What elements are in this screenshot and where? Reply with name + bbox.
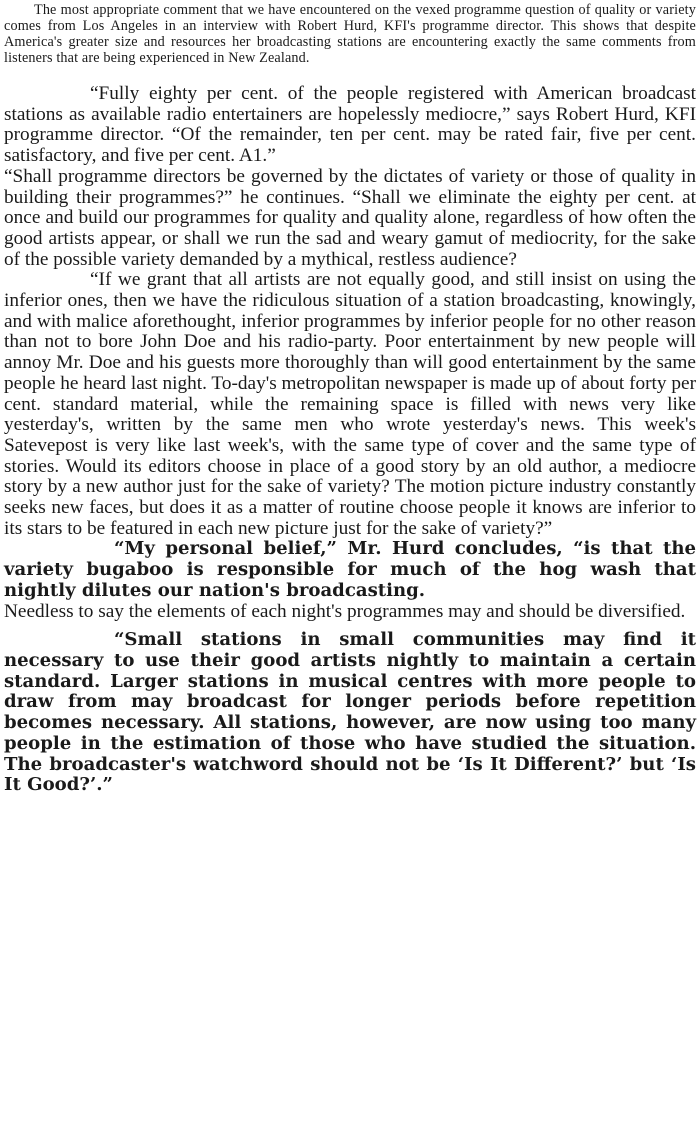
quote-paragraph-2: “Shall programme directors be governed by the dictates of variety or those of quality in building their programmes?” he continues. “Shall we eliminate the eighty per cent. at once and build our programmes for quality and quality alone, regardless of how often the good artists appear, or shall we run the sad and weary gamut of mediocrity, for the sake of the possible variety demanded by a mythical, restless audience? xyxy=(4,165,696,270)
quote-paragraph-3: “If we grant that all artists are not equally good, and still insist on using the inferior ones, then we have the ridiculous situation of a station broadcasting, knowingly, and with malice aforethought, inferior programmes by inferior people for no other reason than not to bore John Doe and his radio-party. Poor entertainment by new people will annoy Mr. Doe and his guests more thoroughly than will good entertainment by the same people he heard last night. To-day's metropolitan newspaper is made up of about forty per cent. standard material, while the remaining space is filled with news very like yesterday's, written by the same men who wrote yesterday's news. This week's Satevepost is very like last week's, with the same type of cover and the same type of stories. Would its editors choose in place of a good story by an old author, a mediocre story by a new author just for the sake of variety? The motion picture industry constantly seeks new faces, but does it as a matter of routine choose people it knows are inferior to its stars to be featured in each new picture just for the sake of variety?” xyxy=(4,269,696,539)
intro-paragraph: The most appropriate comment that we have encountered on the vexed programme question of quality or variety comes from Los Angeles in an interview with Robert Hurd, KFI's programme director. This shows that despite America's greater size and resources her broadcasting stations are encountering exactly the same comments from listeners that are being experienced in New Zealand. xyxy=(4,2,696,66)
plain-note: Needless to say the elements of each night's programmes may and should be diversified. xyxy=(4,600,686,622)
quote-paragraph-1: “Fully eighty per cent. of the people registered with American broadcast stations as available radio entertainers are hopelessly mediocre,” says Robert Hurd, KFI programme director. “Of the remainder, ten per cent. may be rated fair, five per cent. satisfactory, and five per cent. A1.” xyxy=(4,83,696,167)
bold-quote-2: “Small stations in small communities may find it necessary to use their good artists nightly to maintain a certain standard. Larger stations in musical centres with more people to draw from may broadcast for longer periods before repetition becomes necessary. All stations, however, are now using too many people in the estimation of those who have studied the situation. The broadcaster's watchword should not be ‘Is It Different?’ but ‘Is It Good?’.” xyxy=(4,629,696,796)
bold-quote-1: “My personal belief,” Mr. Hurd concludes, “is that the variety bugaboo is responsible for much of the hog wash that nightly dilutes our nation's broadcasting. xyxy=(4,538,696,601)
